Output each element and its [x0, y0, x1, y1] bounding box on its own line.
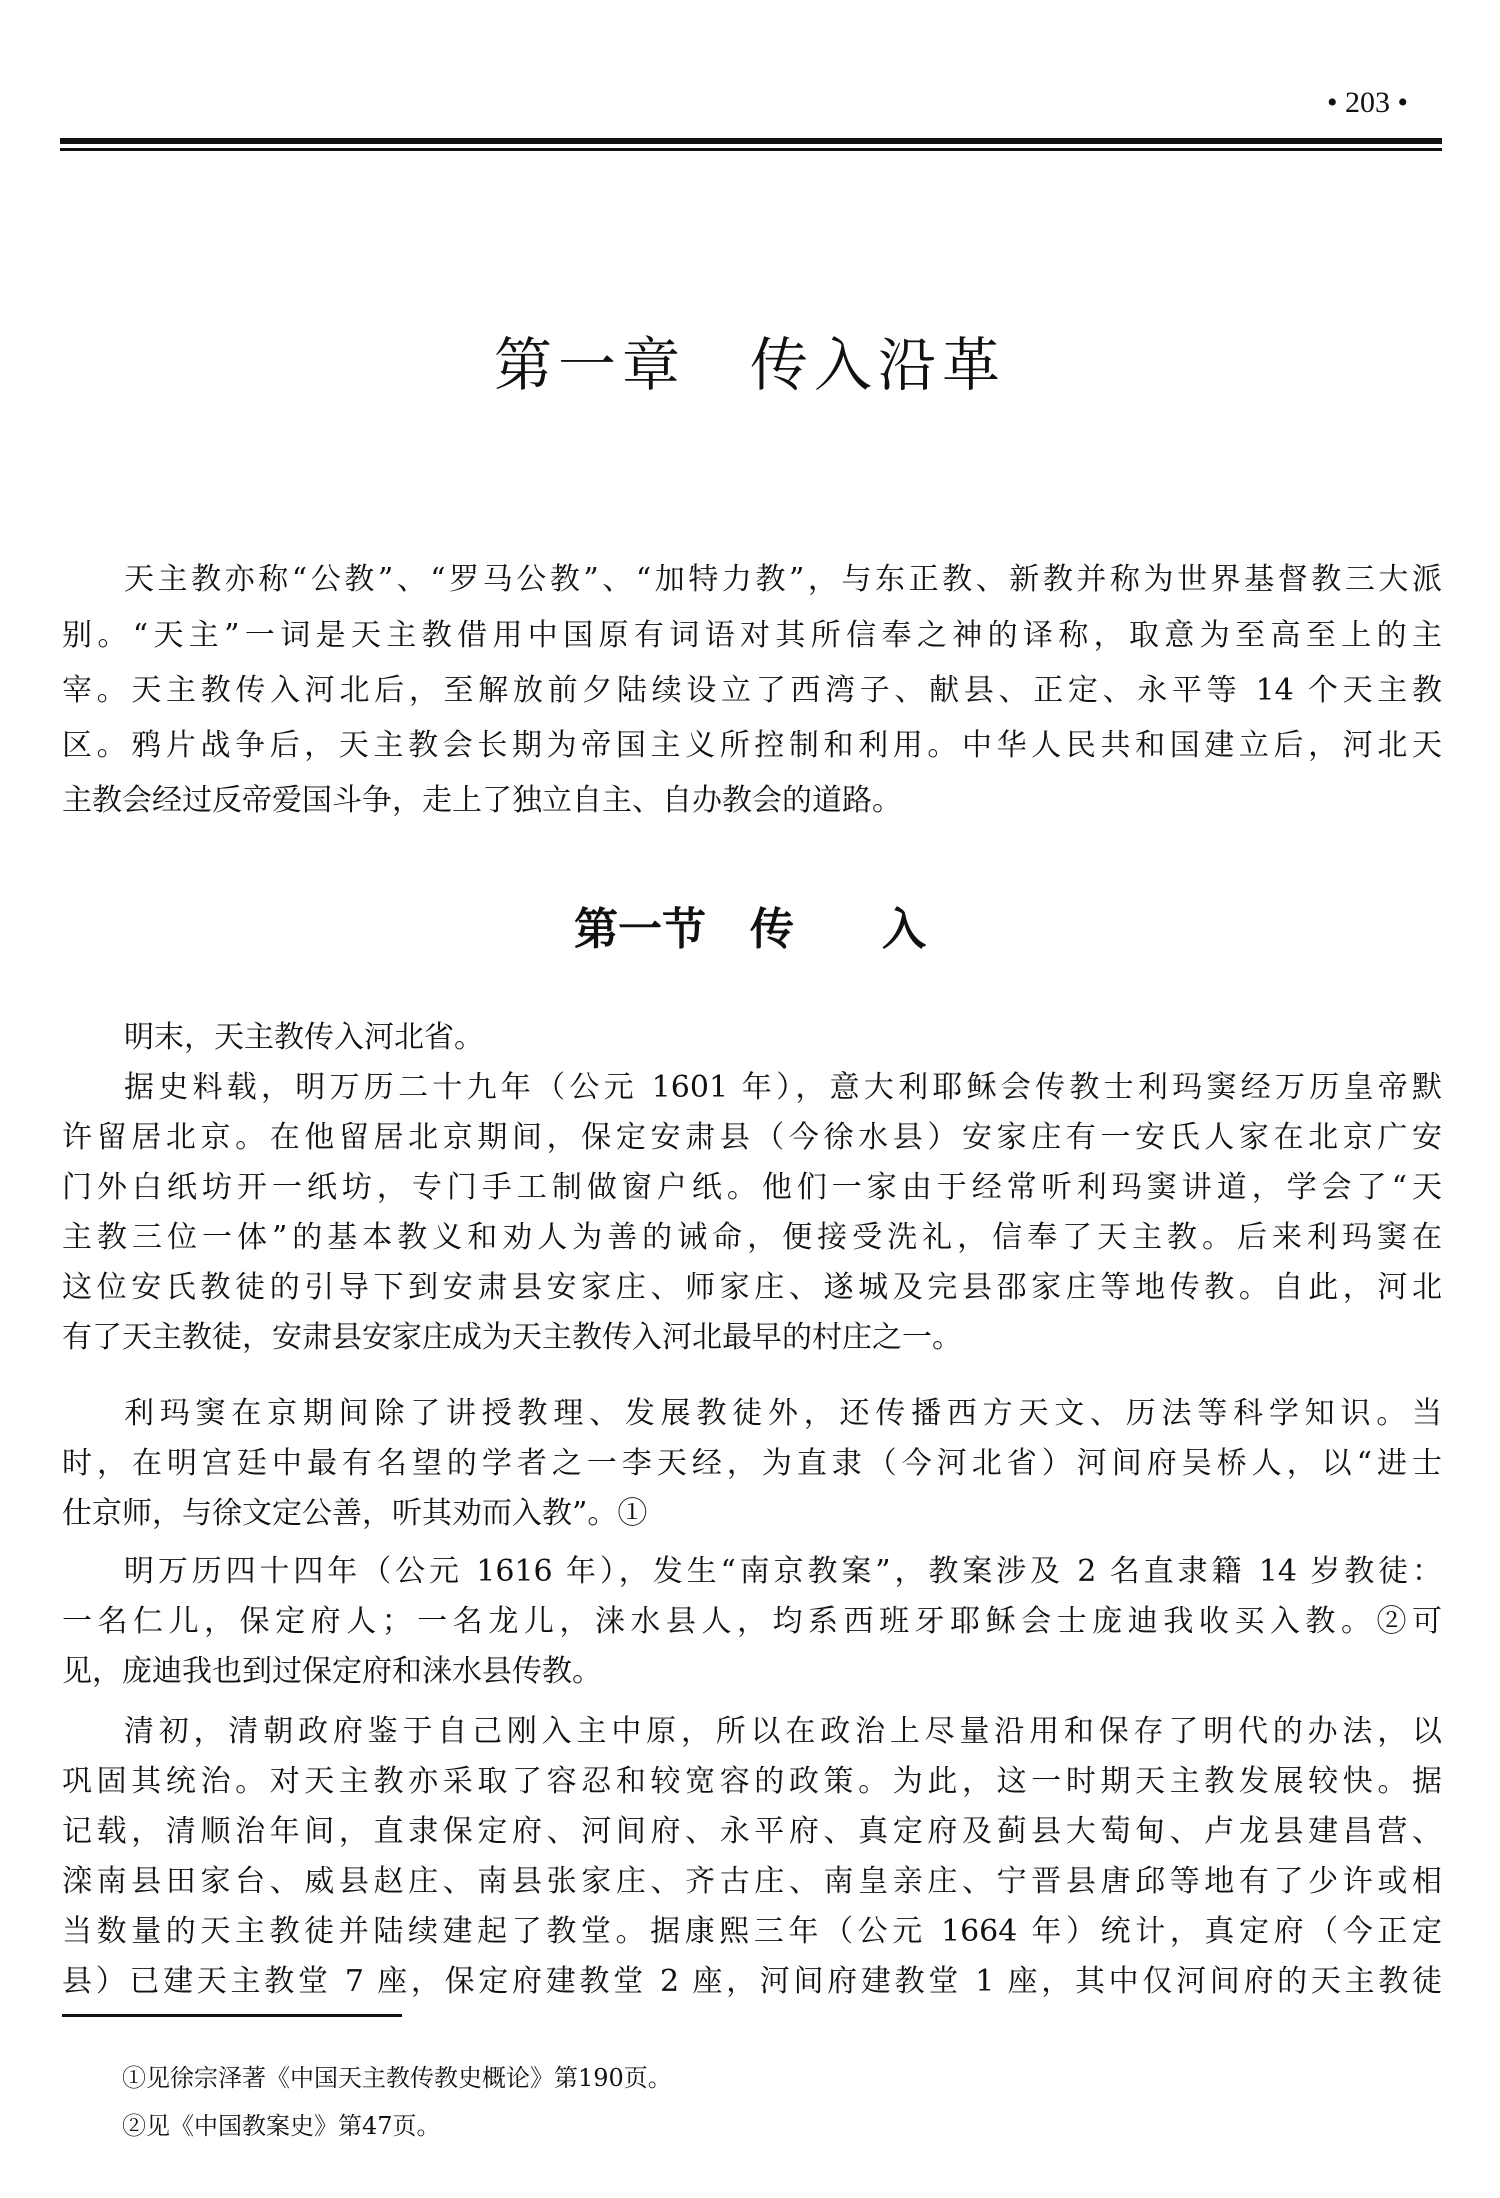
text-line: 记载，清顺治年间，直隶保定府、河间府、永平府、真定府及蓟县大萄甸、卢龙县建昌营、: [62, 1814, 1442, 1849]
header-rule-thick: [60, 138, 1442, 144]
footnote-1: ①见徐宗泽著《中国天主教传教史概论》第190页。: [122, 2064, 672, 2092]
text-line: 别。“天主”一词是天主教借用中国原有词语对其所信奉之神的译称，取意为至高至上的主: [62, 618, 1442, 653]
text-line: 巩固其统治。对天主教亦采取了容忍和较宽容的政策。为此，这一时期天主教发展较快。据: [62, 1764, 1442, 1799]
text-line: 明末，天主教传入河北省。: [124, 1020, 484, 1055]
text-line: 这位安氏教徒的引导下到安肃县安家庄、师家庄、遂城及完县邵家庄等地传教。自此，河北: [62, 1270, 1442, 1305]
text-line: 一名仁儿，保定府人；一名龙儿，涞水县人，均系西班牙耶稣会士庞迪我收买入教。②可: [62, 1604, 1442, 1639]
header-rule-thin: [60, 148, 1442, 151]
text-line: 见，庞迪我也到过保定府和涞水县传教。: [62, 1654, 602, 1689]
text-line: 天主教亦称“公教”、“罗马公教”、“加特力教”，与东正教、新教并称为世界基督教三大派: [124, 562, 1442, 597]
text-line: 许留居北京。在他留居北京期间，保定安肃县（今徐水县）安家庄有一安氏人家在北京广安: [62, 1120, 1442, 1155]
text-line: 门外白纸坊开一纸坊，专门手工制做窗户纸。他们一家由于经常听利玛窦讲道，学会了“天: [62, 1170, 1442, 1205]
text-line: 宰。天主教传入河北后，至解放前夕陆续设立了西湾子、献县、正定、永平等 14 个天主教: [62, 673, 1442, 708]
text-line: 利玛窦在京期间除了讲授教理、发展教徒外，还传播西方天文、历法等科学知识。当: [124, 1396, 1442, 1431]
text-line: 当数量的天主教徒并陆续建起了教堂。据康熙三年（公元 1664 年）统计，真定府（今正定: [62, 1914, 1442, 1949]
text-line: 有了天主教徒，安肃县安家庄成为天主教传入河北最早的村庄之一。: [62, 1320, 962, 1355]
text-line: 清初，清朝政府鉴于自己刚入主中原，所以在政治上尽量沿用和保存了明代的办法，以: [124, 1714, 1442, 1749]
text-line: 时，在明宫廷中最有名望的学者之一李天经，为直隶（今河北省）河间府吴桥人，以“进士: [62, 1446, 1442, 1481]
text-line: 仕京师，与徐文定公善，听其劝而入教”。①: [62, 1496, 648, 1531]
text-line: 主教三位一体”的基本教义和劝人为善的诫命，便接受洗礼，信奉了天主教。后来利玛窦在: [62, 1220, 1442, 1255]
text-line: 区。鸦片战争后，天主教会长期为帝国主义所控制和利用。中华人民共和国建立后，河北天: [62, 728, 1442, 763]
chapter-title: 第一章 传入沿革: [493, 331, 1006, 399]
footnote-2: ②见《中国教案史》第47页。: [122, 2112, 441, 2140]
text-line: 滦南县田家台、威县赵庄、南县张家庄、齐古庄、南皇亲庄、宁晋县唐邱等地有了少许或相: [62, 1864, 1442, 1899]
footnote-rule: [62, 2014, 402, 2017]
section-title: 第一节 传 入: [574, 904, 926, 955]
text-line: 据史料载，明万历二十九年（公元 1601 年），意大利耶稣会传教士利玛窦经万历皇帝默: [124, 1070, 1442, 1105]
text-line: 县）已建天主教堂 7 座，保定府建教堂 2 座，河间府建教堂 1 座，其中仅河间府的天主教徒: [62, 1964, 1442, 1999]
text-line: 明万历四十四年（公元 1616 年），发生“南京教案”，教案涉及 2 名直隶籍 14 岁教徒：: [124, 1554, 1442, 1589]
text-line: 主教会经过反帝爱国斗争，走上了独立自主、自办教会的道路。: [62, 783, 902, 818]
page-number: • 203 •: [1326, 86, 1408, 119]
